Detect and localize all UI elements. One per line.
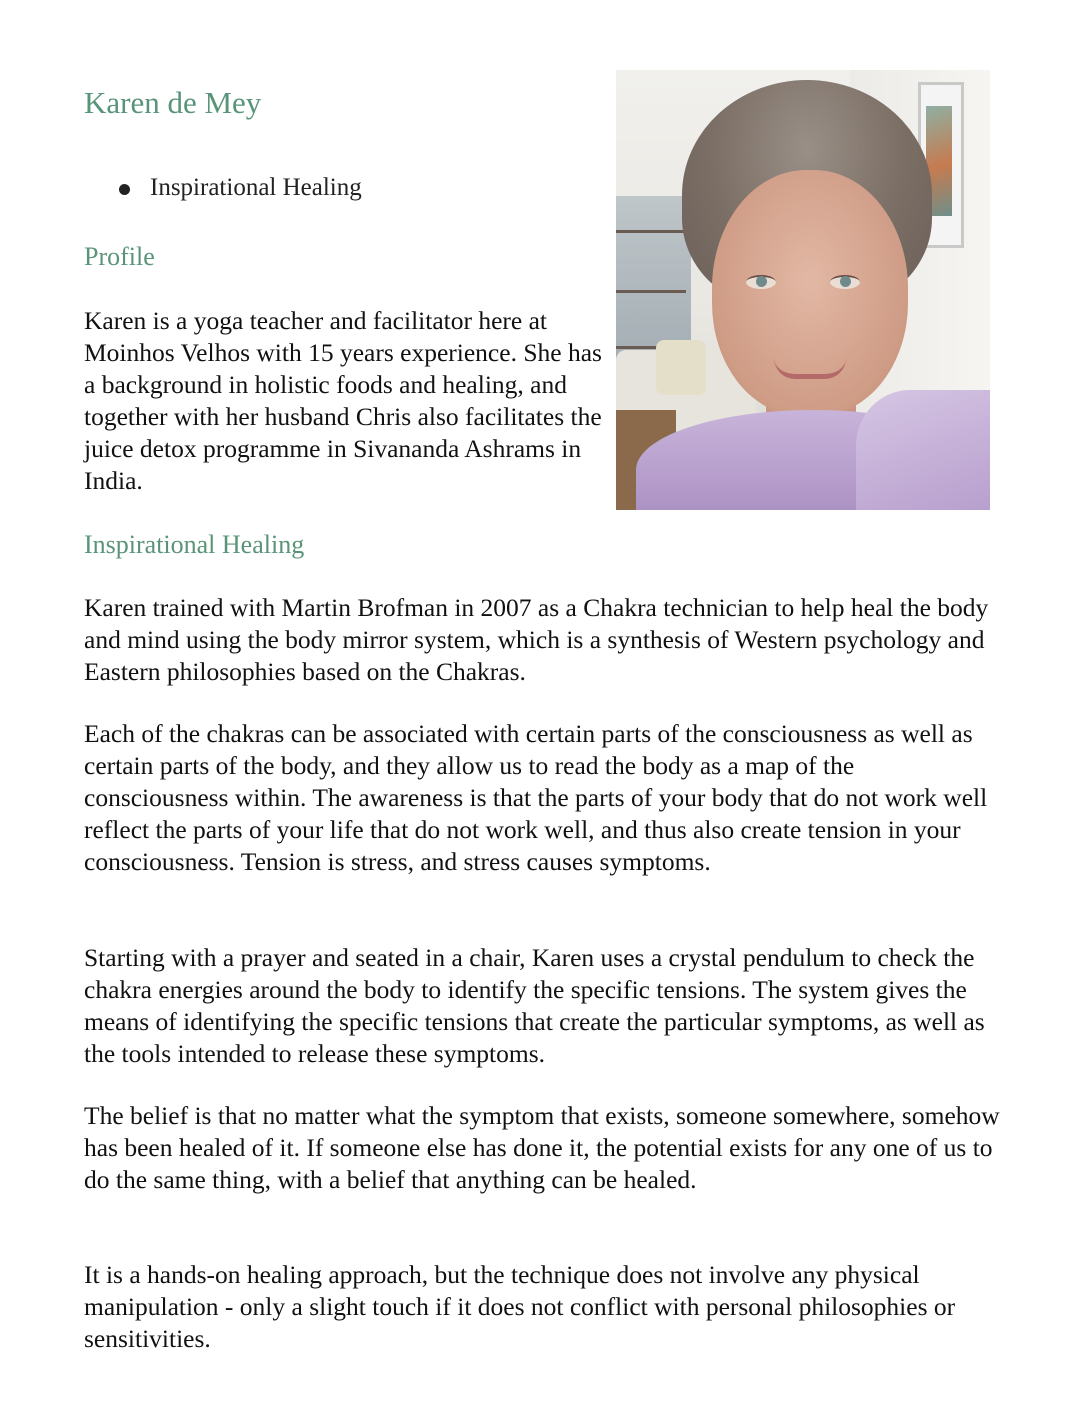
service-label: Inspirational Healing — [150, 174, 362, 201]
healing-paragraph-4: The belief is that no matter what the symptom that exists, someone somewhere, somehow has been healed of it. If someone else has done it, the potential exists for any one of us to do the same thing, with a belief that anything can be healed. — [84, 1101, 1000, 1194]
bullet-icon — [119, 184, 130, 195]
healing-paragraph-5: It is a hands-on healing approach, but the technique does not involve any physical manipulation - only a slight touch if it does not conflict with personal philosophies or sensitivities. — [84, 1260, 956, 1353]
service-list-item — [116, 172, 362, 205]
profile-paragraph: Karen is a yoga teacher and facilitator here at Moinhos Velhos with 15 years experience. She has a background in holistic foods and healing, and together with her husband Chris also facilitates the juice detox programme in Sivananda Ashrams in India. — [84, 306, 602, 495]
portrait-photo — [616, 70, 990, 510]
healing-paragraph-1: Karen trained with Martin Brofman in 2007 as a Chakra technician to help heal the body and mind using the body mirror system, which is a synthesis of Western psychology and Eastern philosophies based on the Chakras. — [84, 593, 989, 686]
healing-paragraph-2: Each of the chakras can be associated with certain parts of the consciousness as well as certain parts of the body, and they allow us to read the body as a map of the consciousness within. The awareness is that the parts of your body that do not work well reflect the parts of your life that do not work well, and thus also create tension in your consciousness. Tension is stress, and stress causes symptoms. — [84, 719, 988, 876]
services-list — [116, 172, 362, 205]
healing-paragraph-3: Starting with a prayer and seated in a chair, Karen uses a crystal pendulum to check the chakra energies around the body to identify the specific tensions. The system gives the means of identifying the specific tensions that create the particular symptoms, as well as the tools intended to release these symptoms. — [84, 943, 985, 1068]
inspirational-healing-heading: Inspirational Healing — [84, 530, 305, 559]
person-name-heading: Karen de Mey — [84, 85, 262, 120]
profile-heading: Profile — [84, 242, 155, 271]
